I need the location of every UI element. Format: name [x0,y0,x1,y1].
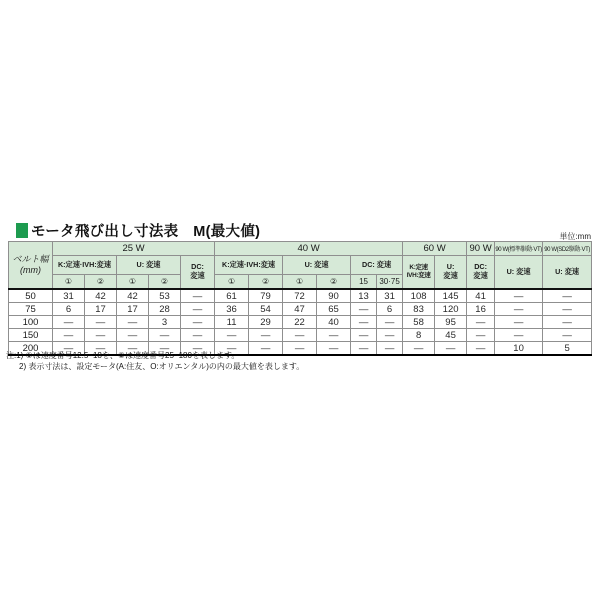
data-cell: — [53,342,85,356]
data-cell: 6 [53,303,85,316]
sub-header-60w-k-ivh [403,256,435,290]
belt-width-header [9,242,53,290]
data-cell: — [495,303,543,316]
data-cell: — [249,329,283,342]
dimension-table [8,241,592,356]
data-cell: 95 [435,316,467,329]
data-cell: — [467,329,495,342]
data-cell: 28 [149,303,181,316]
belt-cell: 75 [9,303,53,316]
page-title: モータ飛び出し寸法表 M(最大値) [31,224,261,240]
belt-cell: 200 [9,342,53,356]
data-cell: — [351,329,377,342]
data-cell: — [117,329,149,342]
data-cell: 13 [351,289,377,303]
data-cell: 58 [403,316,435,329]
data-cell: — [181,316,215,329]
sub-header-60w-u [435,256,467,290]
note-line-1: 注:1) ①は速度番号12.5~18を、②は速度番号25~180を表します。 [6,351,240,360]
data-cell: — [53,316,85,329]
data-cell: 31 [377,289,403,303]
sub-header-90w-dc [467,256,495,290]
speed-circle-1: ① [215,275,249,290]
k60-label-line2: IVH:変速 [406,272,431,279]
speed-circle-2: ② [317,275,351,290]
data-cell: — [215,329,249,342]
data-cell: — [149,342,181,356]
sub-header-40w-k-ivh: K:定速·IVH:変速 [215,256,283,275]
data-cell: — [85,342,117,356]
belt-width-label: ベルト幅 [12,253,49,264]
data-cell: 61 [215,289,249,303]
data-cell: — [215,342,249,356]
dc-label-line2: 変速 [190,271,205,280]
data-cell: 36 [215,303,249,316]
data-cell: 5 [543,342,592,356]
u60-label-line1: U: [446,262,455,272]
speed-15: 15 [351,275,377,290]
data-cell: 11 [215,316,249,329]
data-cell: — [117,342,149,356]
speed-circle-1: ① [117,275,149,290]
speed-circle-2: ② [85,275,117,290]
data-cell: 10 [495,342,543,356]
data-cell: 17 [117,303,149,316]
data-cell: — [85,316,117,329]
data-cell: — [543,289,592,303]
data-cell: — [149,329,181,342]
data-cell: 79 [249,289,283,303]
data-cell: — [249,342,283,356]
data-cell: 29 [249,316,283,329]
data-cell: — [377,316,403,329]
table-row-belt-150 [9,329,592,342]
speed-circle-2: ② [149,275,181,290]
note-line-2: 2) 表示寸法は、設定モータ(A:住友、O:オリエンタル)の内の最大値を表します。 [19,361,305,371]
data-cell: 41 [467,289,495,303]
data-cell: — [495,316,543,329]
data-cell: 3 [149,316,181,329]
footnotes [6,351,304,372]
group-header-40w: 40 W [215,242,403,256]
data-cell: — [403,342,435,356]
data-cell: — [283,329,317,342]
belt-width-unit: (mm) [20,265,41,275]
data-cell: 42 [85,289,117,303]
data-cell: — [351,316,377,329]
data-cell: 17 [85,303,117,316]
data-cell: 16 [467,303,495,316]
data-cell: — [467,316,495,329]
data-cell: — [495,329,543,342]
sub-header-90w-std-u: U: 変速 [495,256,543,290]
data-cell: — [351,342,377,356]
sub-header-40w-dc: DC: 変速 [351,256,403,275]
k60-label-line1: K:定速 [409,264,428,272]
group-header-90w: 90 W [467,242,495,256]
u60-label-line2: 変速 [443,271,458,280]
data-cell: 8 [403,329,435,342]
dc-label-line1: DC: [191,262,204,272]
data-cell: 72 [283,289,317,303]
group-header-25w: 25 W [53,242,215,256]
data-cell: — [181,289,215,303]
data-cell: — [85,329,117,342]
data-cell: — [435,342,467,356]
data-cell: 6 [377,303,403,316]
data-cell: 120 [435,303,467,316]
data-cell: — [377,329,403,342]
data-cell: 47 [283,303,317,316]
data-cell: — [283,342,317,356]
data-cell: 45 [435,329,467,342]
data-cell: — [53,329,85,342]
data-cell: — [181,342,215,356]
title-accent-square [16,223,28,238]
data-cell: — [117,316,149,329]
dc90-label-line2: 変速 [473,271,488,280]
data-cell: 22 [283,316,317,329]
sub-header-90w-sd2-u: U: 変速 [543,256,592,290]
data-cell: — [317,329,351,342]
speed-circle-1: ① [283,275,317,290]
belt-cell: 50 [9,289,53,303]
data-cell: 90 [317,289,351,303]
data-cell: — [181,303,215,316]
group-header-60w: 60 W [403,242,467,256]
data-cell: 108 [403,289,435,303]
data-cell: 31 [53,289,85,303]
data-cell: 145 [435,289,467,303]
dc90-label-line1: DC: [474,262,487,272]
belt-cell: 100 [9,316,53,329]
data-cell: — [495,289,543,303]
group-header-90w-sd2: 90 W(SD2駆動·VT) [543,242,592,256]
data-cell: — [543,316,592,329]
data-cell: — [317,342,351,356]
data-cell: 53 [149,289,181,303]
belt-cell: 150 [9,329,53,342]
speed-circle-2: ② [249,275,283,290]
table-row-belt-50 [9,289,592,303]
unit-label: 単位:mm [559,232,591,241]
data-cell: 83 [403,303,435,316]
data-cell: — [543,329,592,342]
table-row-belt-75 [9,303,592,316]
data-cell: — [351,303,377,316]
table-row-belt-100 [9,316,592,329]
data-cell: 54 [249,303,283,316]
data-cell: — [181,329,215,342]
speed-30-75: 30·75 [377,275,403,290]
group-header-90w-std: 90 W(標準駆動·VT) [495,242,543,256]
speed-circle-1: ① [53,275,85,290]
data-cell: 40 [317,316,351,329]
data-cell: 65 [317,303,351,316]
data-cell: — [467,342,495,356]
sub-header-25w-dc [181,256,215,290]
sub-header-40w-u: U: 変速 [283,256,351,275]
sub-header-25w-u: U: 変速 [117,256,181,275]
data-cell: — [543,303,592,316]
sub-header-25w-k-ivh: K:定速·IVH:変速 [53,256,117,275]
data-cell: 42 [117,289,149,303]
data-cell: — [377,342,403,356]
section-title [16,220,260,241]
